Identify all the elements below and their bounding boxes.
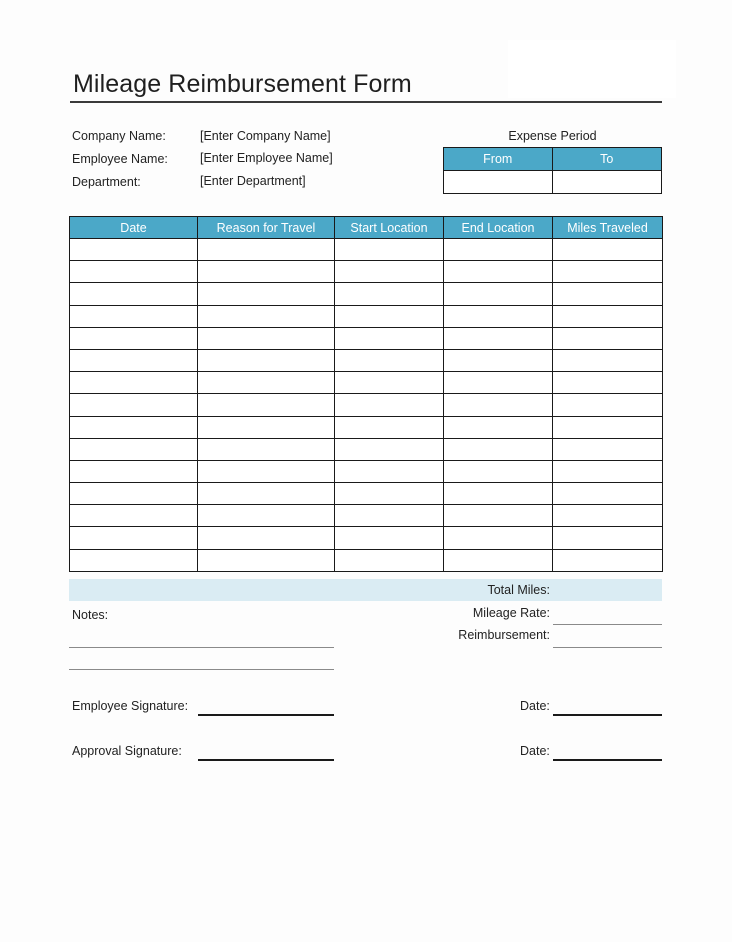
table-cell[interactable] (444, 483, 553, 505)
table-cell[interactable] (70, 416, 198, 438)
table-row (70, 549, 663, 571)
department-field[interactable]: [Enter Department] (200, 174, 306, 188)
blank-logo-area (508, 40, 676, 98)
table-cell[interactable] (335, 549, 444, 571)
table-cell[interactable] (70, 283, 198, 305)
table-cell[interactable] (553, 505, 663, 527)
table-cell[interactable] (335, 261, 444, 283)
employee-date-line[interactable] (553, 714, 662, 716)
mileage-log-table (69, 216, 663, 572)
employee-date-label: Date: (520, 699, 550, 713)
table-cell[interactable] (335, 327, 444, 349)
table-cell[interactable] (198, 438, 335, 460)
table-cell[interactable] (335, 349, 444, 371)
approval-signature-line[interactable] (198, 759, 334, 761)
table-cell[interactable] (335, 483, 444, 505)
column-header-start-location: Start Location (335, 217, 444, 239)
table-cell[interactable] (198, 394, 335, 416)
total-miles-label: Total Miles: (487, 583, 550, 597)
table-cell[interactable] (444, 305, 553, 327)
table-cell[interactable] (198, 527, 335, 549)
notes-line[interactable] (69, 647, 334, 648)
table-row (70, 283, 663, 305)
reimbursement-underline (553, 647, 662, 648)
table-cell[interactable] (444, 460, 553, 482)
table-cell[interactable] (335, 527, 444, 549)
table-cell[interactable] (335, 305, 444, 327)
approval-date-line[interactable] (553, 759, 662, 761)
title-divider (70, 101, 662, 103)
table-cell[interactable] (553, 438, 663, 460)
reimbursement-label: Reimbursement: (458, 628, 550, 642)
table-cell[interactable] (198, 239, 335, 261)
expense-period-to-header: To (553, 148, 662, 171)
company-name-label: Company Name: (72, 129, 166, 143)
table-cell[interactable] (444, 505, 553, 527)
table-cell[interactable] (553, 349, 663, 371)
employee-signature-label: Employee Signature: (72, 699, 189, 713)
column-header-miles: Miles Traveled (553, 217, 663, 239)
table-cell[interactable] (335, 283, 444, 305)
table-cell[interactable] (335, 416, 444, 438)
approval-date-label: Date: (520, 744, 550, 758)
expense-period-title: Expense Period (508, 129, 597, 143)
table-cell[interactable] (70, 305, 198, 327)
table-cell[interactable] (553, 239, 663, 261)
table-cell[interactable] (70, 372, 198, 394)
table-cell[interactable] (198, 372, 335, 394)
table-cell[interactable] (70, 460, 198, 482)
table-cell[interactable] (553, 283, 663, 305)
mileage-rate-underline (553, 624, 662, 625)
table-cell[interactable] (553, 549, 663, 571)
table-row (70, 239, 663, 261)
column-header-reason: Reason for Travel (198, 217, 335, 239)
table-cell[interactable] (198, 505, 335, 527)
reimbursement-field[interactable] (553, 626, 662, 647)
table-cell[interactable] (444, 349, 553, 371)
table-cell[interactable] (553, 261, 663, 283)
notes-line[interactable] (69, 669, 334, 670)
table-cell[interactable] (70, 438, 198, 460)
table-cell[interactable] (70, 483, 198, 505)
table-cell[interactable] (198, 460, 335, 482)
table-cell[interactable] (335, 239, 444, 261)
column-header-date: Date (70, 217, 198, 239)
table-cell[interactable] (198, 283, 335, 305)
company-name-field[interactable]: [Enter Company Name] (200, 129, 331, 143)
table-cell[interactable] (444, 438, 553, 460)
expense-period-from-cell[interactable] (444, 171, 553, 193)
table-row (70, 460, 663, 482)
table-row (70, 261, 663, 283)
table-row (70, 505, 663, 527)
table-cell[interactable] (444, 372, 553, 394)
mileage-rate-field[interactable] (553, 603, 662, 624)
mileage-log-body (70, 239, 663, 572)
table-cell[interactable] (335, 394, 444, 416)
expense-period-from-header: From (444, 148, 553, 171)
table-header-row (70, 217, 663, 239)
table-cell[interactable] (198, 483, 335, 505)
table-cell[interactable] (70, 549, 198, 571)
department-label: Department: (72, 175, 141, 189)
table-row (70, 372, 663, 394)
table-cell[interactable] (444, 239, 553, 261)
employee-name-label: Employee Name: (72, 152, 168, 166)
table-cell[interactable] (335, 460, 444, 482)
table-cell[interactable] (444, 327, 553, 349)
table-cell[interactable] (198, 349, 335, 371)
table-cell[interactable] (444, 416, 553, 438)
table-cell[interactable] (553, 483, 663, 505)
column-header-end-location: End Location (444, 217, 553, 239)
total-miles-field[interactable] (553, 580, 662, 601)
employee-name-field[interactable]: [Enter Employee Name] (200, 151, 333, 165)
table-cell[interactable] (335, 372, 444, 394)
approval-signature-label: Approval Signature: (72, 744, 182, 758)
table-row (70, 305, 663, 327)
table-cell[interactable] (553, 527, 663, 549)
table-cell[interactable] (198, 416, 335, 438)
expense-period-to-cell[interactable] (553, 171, 662, 193)
table-cell[interactable] (198, 305, 335, 327)
notes-label: Notes: (72, 608, 109, 622)
table-cell[interactable] (444, 394, 553, 416)
table-cell[interactable] (444, 527, 553, 549)
mileage-rate-label: Mileage Rate: (472, 606, 550, 620)
table-cell[interactable] (70, 327, 198, 349)
table-cell[interactable] (553, 416, 663, 438)
table-cell[interactable] (553, 460, 663, 482)
table-cell[interactable] (553, 394, 663, 416)
table-row (70, 394, 663, 416)
form-title: Mileage Reimbursement Form (73, 70, 412, 98)
employee-signature-line[interactable] (198, 714, 334, 716)
table-cell[interactable] (198, 261, 335, 283)
table-cell[interactable] (553, 305, 663, 327)
table-cell[interactable] (553, 372, 663, 394)
table-cell[interactable] (70, 261, 198, 283)
table-row (70, 438, 663, 460)
table-row (70, 527, 663, 549)
table-cell[interactable] (70, 239, 198, 261)
table-cell[interactable] (70, 505, 198, 527)
table-cell[interactable] (335, 505, 444, 527)
table-cell[interactable] (70, 527, 198, 549)
table-row (70, 327, 663, 349)
expense-period-table (443, 147, 662, 194)
table-row (70, 416, 663, 438)
table-cell[interactable] (444, 283, 553, 305)
table-cell[interactable] (198, 327, 335, 349)
table-row (70, 349, 663, 371)
table-cell[interactable] (70, 394, 198, 416)
table-cell[interactable] (70, 349, 198, 371)
table-cell[interactable] (553, 327, 663, 349)
table-row (70, 483, 663, 505)
table-cell[interactable] (335, 438, 444, 460)
table-cell[interactable] (198, 549, 335, 571)
table-cell[interactable] (444, 549, 553, 571)
table-cell[interactable] (444, 261, 553, 283)
